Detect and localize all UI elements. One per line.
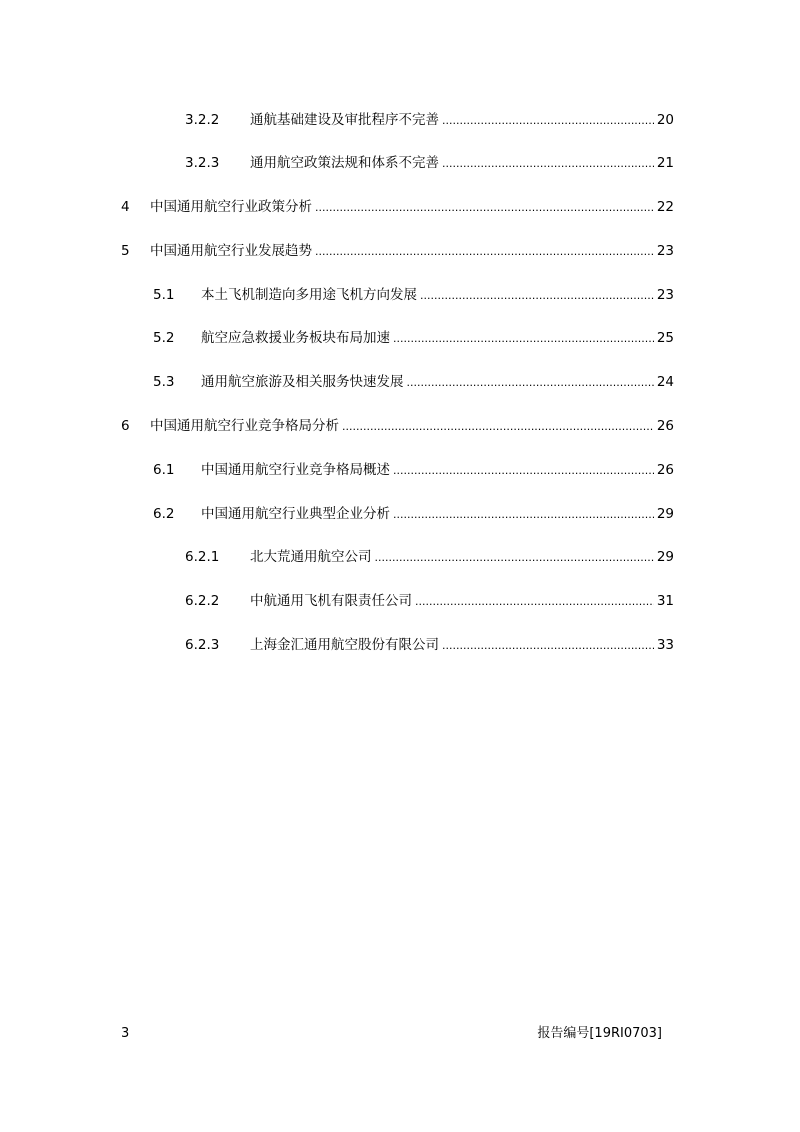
toc-entry-title: 通用航空旅游及相关服务快速发展	[201, 374, 404, 390]
toc-entry-number: 3.2.2	[185, 112, 220, 128]
toc-entry-page: 29	[656, 549, 674, 565]
toc-entry-number: 4	[121, 199, 130, 215]
toc-entry-title: 通用航空政策法规和体系不完善	[250, 155, 439, 171]
toc-entry-page: 26	[656, 462, 674, 478]
dot-leader	[315, 196, 654, 220]
toc-entry[interactable]	[0, 502, 800, 526]
toc-entry-page: 23	[656, 287, 674, 303]
toc-entry-page: 25	[656, 330, 674, 346]
toc-entry-page: 29	[656, 506, 674, 522]
toc-entry-page: 31	[656, 593, 674, 609]
toc-entry-title: 中国通用航空行业竞争格局分析	[150, 418, 339, 434]
toc-entry[interactable]	[0, 414, 800, 438]
toc-entry-title: 北大荒通用航空公司	[250, 549, 372, 565]
toc-entry-title: 通航基础建设及审批程序不完善	[250, 112, 439, 128]
toc-entry[interactable]	[0, 195, 800, 219]
toc-entry-number: 5.2	[153, 330, 175, 346]
toc-entry-title: 中航通用飞机有限责任公司	[250, 593, 412, 609]
toc-entry[interactable]	[0, 545, 800, 569]
toc-entry-number: 6	[121, 418, 130, 434]
toc-entry-number: 6.1	[153, 462, 175, 478]
toc-entry-number: 6.2.3	[185, 637, 220, 653]
toc-entry-page: 21	[656, 155, 674, 171]
dot-leader	[407, 371, 654, 395]
toc-entry-number: 6.2.1	[185, 549, 220, 565]
toc-entry-number: 6.2.2	[185, 593, 220, 609]
toc-entry-title: 中国通用航空行业竞争格局概述	[201, 462, 390, 478]
dot-leader	[393, 327, 654, 351]
dot-leader	[415, 590, 654, 614]
toc-entry-title: 本土飞机制造向多用途飞机方向发展	[201, 287, 417, 303]
dot-leader	[393, 503, 654, 527]
dot-leader	[375, 546, 654, 570]
footer-page-number: 3	[121, 1026, 130, 1041]
toc-entry-number: 5	[121, 243, 130, 259]
toc-entry[interactable]	[0, 151, 800, 175]
dot-leader	[315, 240, 654, 264]
footer-report-id: 报告编号[19RI0703]	[537, 1026, 662, 1041]
toc-entry[interactable]	[0, 108, 800, 132]
dot-leader	[342, 415, 654, 439]
toc-entry-page: 20	[656, 112, 674, 128]
toc-entry-number: 5.3	[153, 374, 175, 390]
toc-entry[interactable]	[0, 589, 800, 613]
toc-entry[interactable]	[0, 458, 800, 482]
dot-leader	[442, 109, 654, 133]
dot-leader	[420, 284, 654, 308]
toc-entry-page: 26	[656, 418, 674, 434]
toc-entry-page: 23	[656, 243, 674, 259]
toc-entry-page: 33	[656, 637, 674, 653]
toc-entry-title: 中国通用航空行业典型企业分析	[201, 506, 390, 522]
toc-entry[interactable]	[0, 633, 800, 657]
dot-leader	[442, 634, 654, 658]
toc-entry-number: 6.2	[153, 506, 175, 522]
toc-entry-title: 中国通用航空行业发展趋势	[150, 243, 312, 259]
toc-entry[interactable]	[0, 283, 800, 307]
toc-entry-title: 航空应急救援业务板块布局加速	[201, 330, 390, 346]
toc-entry[interactable]	[0, 370, 800, 394]
toc-entry-page: 24	[656, 374, 674, 390]
toc-entry-title: 上海金汇通用航空股份有限公司	[250, 637, 439, 653]
toc-entry[interactable]	[0, 239, 800, 263]
dot-leader	[442, 152, 654, 176]
toc-entry-number: 5.1	[153, 287, 175, 303]
dot-leader	[393, 459, 654, 483]
toc-entry-page: 22	[656, 199, 674, 215]
toc-entry[interactable]	[0, 326, 800, 350]
toc-entry-title: 中国通用航空行业政策分析	[150, 199, 312, 215]
toc-entry-number: 3.2.3	[185, 155, 220, 171]
